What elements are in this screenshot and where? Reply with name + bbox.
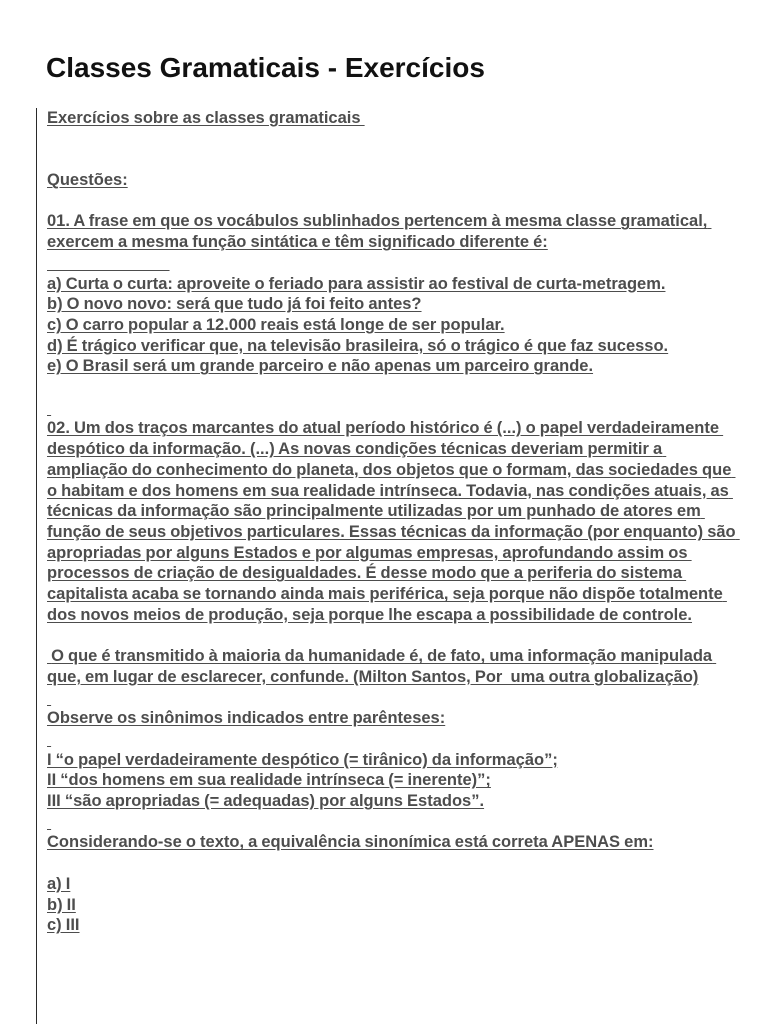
left-margin-rule: [36, 108, 37, 1024]
questions-heading: Questões:: [47, 171, 128, 190]
separator-mark: [47, 398, 737, 419]
blank-line: [47, 377, 737, 398]
question-1-blank: [47, 253, 737, 274]
separator-mark: [47, 812, 737, 833]
blank-line: [47, 149, 737, 170]
blank-line: [47, 626, 737, 647]
question-2-option-b: b) II: [47, 895, 76, 914]
question-2-passage-continued: O que é transmitido à maioria da humanidade é, de fato, uma informação manipulada que, em lugar de esclarecer, confunde. (Milton Santos, Por uma outra globalização): [47, 647, 717, 686]
question-2-item-i: I “o papel verdadeiramente despótico (= tirânico) da informação”;: [47, 750, 558, 769]
blank-line: [47, 191, 737, 212]
question-2-question: Considerando-se o texto, a equivalência sinonímica está correta APENAS em:: [47, 833, 654, 852]
question-1-option-e: e) O Brasil será um grande parceiro e não apenas um parceiro grande.: [47, 357, 594, 376]
question-2-item-iii: III “são apropriadas (= adequadas) por alguns Estados”.: [47, 792, 485, 811]
question-2-option-c: c) III: [47, 916, 80, 935]
question-2-passage: 02. Um dos traços marcantes do atual período histórico é (...) o papel verdadeiramente despótico da informação. (...) As novas condições técnicas deveriam permitir a ampliação do conhecimento do planeta, dos objetos que o formam, das sociedades que o habitam e dos homens em sua realidade intrínseca. Todavia, nas condições atuais, as técnicas da informação são principalmente utilizadas por um punhado de atores em função de seus objetivos particulares. Essas técnicas da informação (por enquanto) são apropriadas por alguns Estados e por algumas empresas, aprofundando assim os processos de criação de desigualdades. É desse modo que a periferia do sistema capitalista acaba se tornando ainda mais periférica, seja porque não dispõe totalmente dos novos meios de produção, seja porque lhe escapa a possibilidade de controle.: [47, 419, 740, 624]
question-1-option-b: b) O novo novo: será que tudo já foi feito antes?: [47, 295, 422, 314]
question-2-option-a: a) I: [47, 874, 71, 893]
question-2-item-ii: II “dos homens em sua realidade intrínseca (= inerente)”;: [47, 771, 491, 790]
blank-line: [47, 129, 737, 150]
question-1-prompt: 01. A frase em que os vocábulos sublinhados pertencem à mesma classe gramatical, exercem a mesma função sintática e têm significado diferente é:: [47, 212, 712, 252]
question-1-option-a: a) Curta o curta: aproveite o feriado para assistir ao festival de curta-metragem.: [47, 274, 666, 293]
question-2-instruction: Observe os sinônimos indicados entre parênteses:: [47, 709, 446, 728]
separator-mark: [47, 688, 737, 709]
subtitle: Exercícios sobre as classes gramaticais: [47, 109, 365, 127]
question-1-option-d: d) É trágico verificar que, na televisão brasileira, só o trágico é que faz sucesso.: [47, 336, 669, 355]
separator-mark: [47, 729, 737, 750]
question-1-option-c: c) O carro popular a 12.000 reais está longe de ser popular.: [47, 315, 505, 334]
document-body: [47, 108, 740, 936]
blank-line: [47, 853, 737, 874]
page-title: Classes Gramaticais - Exercícios: [46, 52, 485, 83]
